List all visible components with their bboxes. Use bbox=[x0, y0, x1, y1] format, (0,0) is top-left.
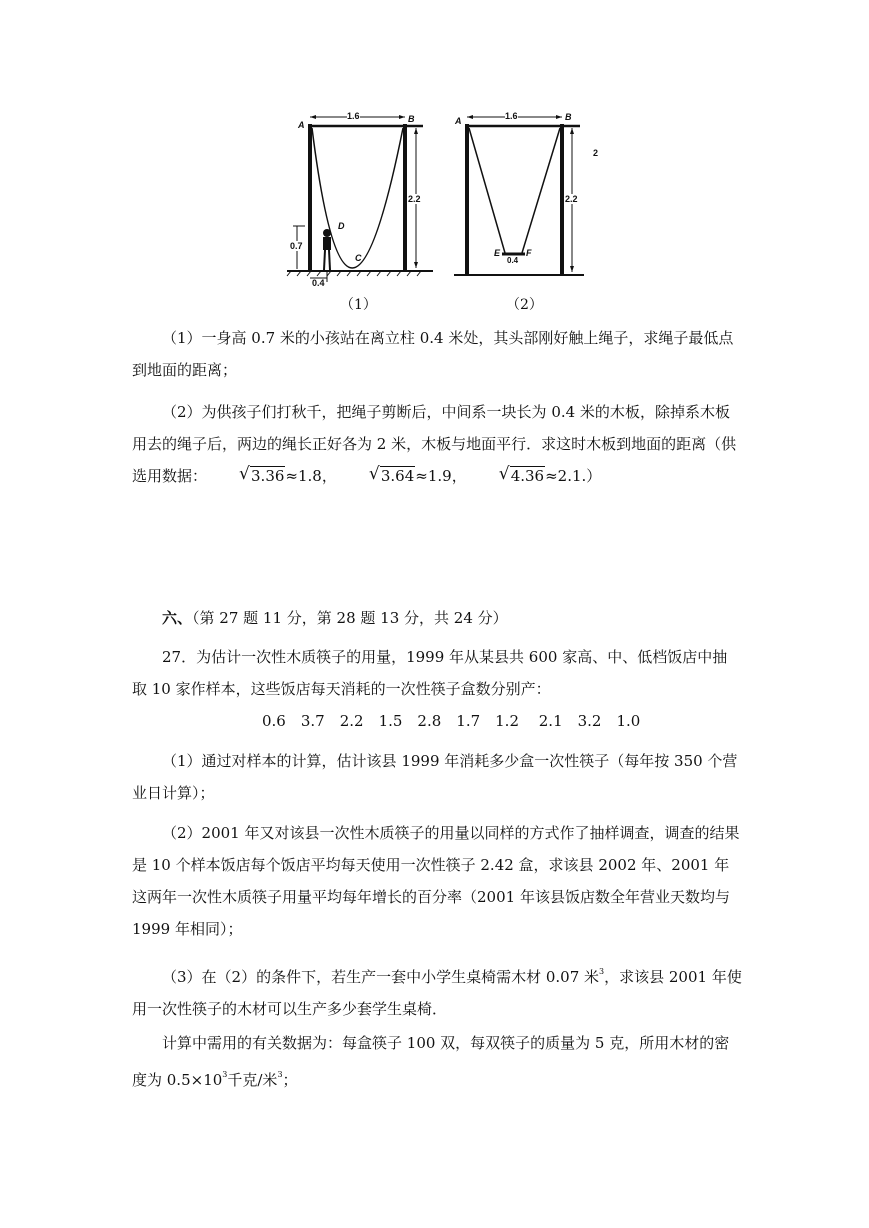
sqrt-3-64: √ 3.64 bbox=[368, 464, 415, 485]
fig2-label-e: E bbox=[494, 248, 501, 258]
figure-1-caption: （1） bbox=[340, 297, 377, 313]
fig1-label-b: B bbox=[408, 114, 415, 124]
fig2-label-top: 1.6 bbox=[505, 111, 518, 121]
fig1-label-top: 1.6 bbox=[347, 111, 360, 121]
fig1-label-height: 2.2 bbox=[408, 194, 421, 204]
q27-intro: 27．为估计一次性木质筷子的用量，1999 年从某县共 600 家高、中、低档饭店中抽取 10 家作样本，这些饭店每天消耗的一次性筷子盒数分别产： bbox=[132, 648, 728, 698]
fig1-label-c: C bbox=[355, 253, 362, 263]
figure-1 bbox=[285, 108, 435, 290]
approx-1-8: ≈1.8， bbox=[285, 467, 337, 485]
section-6-title: 六、 bbox=[162, 609, 193, 627]
sqrt-4-36: √ 4.36 bbox=[498, 464, 545, 485]
fig2-label-board: 0.4 bbox=[507, 256, 519, 265]
fig2-label-height: 2.2 bbox=[565, 194, 578, 204]
section-6-subtitle: （第 27 题 11 分，第 28 题 13 分，共 24 分） bbox=[192, 609, 508, 627]
q26-part2-text: （2）为供孩子们打秋千，把绳子剪断后，中间系一块长为 0.4 米的木板，除掉系木板用去的绳子后，两边的绳长正好各为 2 米，木板与地面平行．求这时木板到地面的距离（供选用数据： bbox=[132, 403, 737, 485]
fig2-label-f: F bbox=[526, 248, 532, 258]
approx-2-1: ≈2.1.） bbox=[545, 467, 602, 485]
fig1-label-child: 0.7 bbox=[290, 241, 303, 251]
q27-part1: （1）通过对样本的计算，估计该县 1999 年消耗多少盒一次性筷子（每年按 350 个营业日计算）； bbox=[132, 752, 738, 802]
q26-part2 bbox=[132, 396, 742, 492]
figure-2-caption: （2） bbox=[506, 297, 543, 313]
fig2-label-side: 2 bbox=[593, 148, 599, 158]
fig1-label-d: D bbox=[338, 221, 345, 231]
fig1-label-a: A bbox=[298, 120, 305, 130]
fig1-label-gap: 0.4 bbox=[312, 278, 325, 288]
q27-note: 计算中需用的有关数据为：每盒筷子 100 双，每双筷子的质量为 5 克，所用木材的密度为 $0.5\times 10^3$千克/米$^3$； bbox=[132, 1034, 730, 1089]
approx-1-9: ≈1.9， bbox=[415, 467, 467, 485]
section-6-heading bbox=[162, 607, 508, 628]
q26-part1: （1）一身高 0.7 米的小孩站在离立柱 0.4 米处，其头部刚好触上绳子，求绳子最低点到地面的距离； bbox=[132, 329, 734, 379]
q27-part2: （2）2001 年又对该县一次性木质筷子的用量以同样的方式作了抽样调查，调查的结果是 10 个样本饭店每个饭店平均每天使用一次性筷子 2.42 盒，求该县 2002 年、2001 年这两年一次性木质筷子用量平均每年增长的百分率（2001 年该县饭店数全年营业天数均与 1999 年相同）； bbox=[132, 824, 740, 938]
figure-2 bbox=[452, 108, 602, 280]
sqrt-3-36: √ 3.36 bbox=[239, 464, 285, 485]
fig2-label-b: B bbox=[565, 112, 572, 122]
q27-data-values: 0.6 3.7 2.2 1.5 2.8 1.7 1.2 2.1 3.2 1.0 bbox=[262, 712, 641, 730]
q27-part3: （3）在（2）的条件下，若生产一套中小学生桌椅需木材 0.07 米$^3$，求该县 2001 年使用一次性筷子的木材可以生产多少套学生桌椅． bbox=[132, 967, 742, 1018]
fig2-label-a: A bbox=[455, 116, 462, 126]
